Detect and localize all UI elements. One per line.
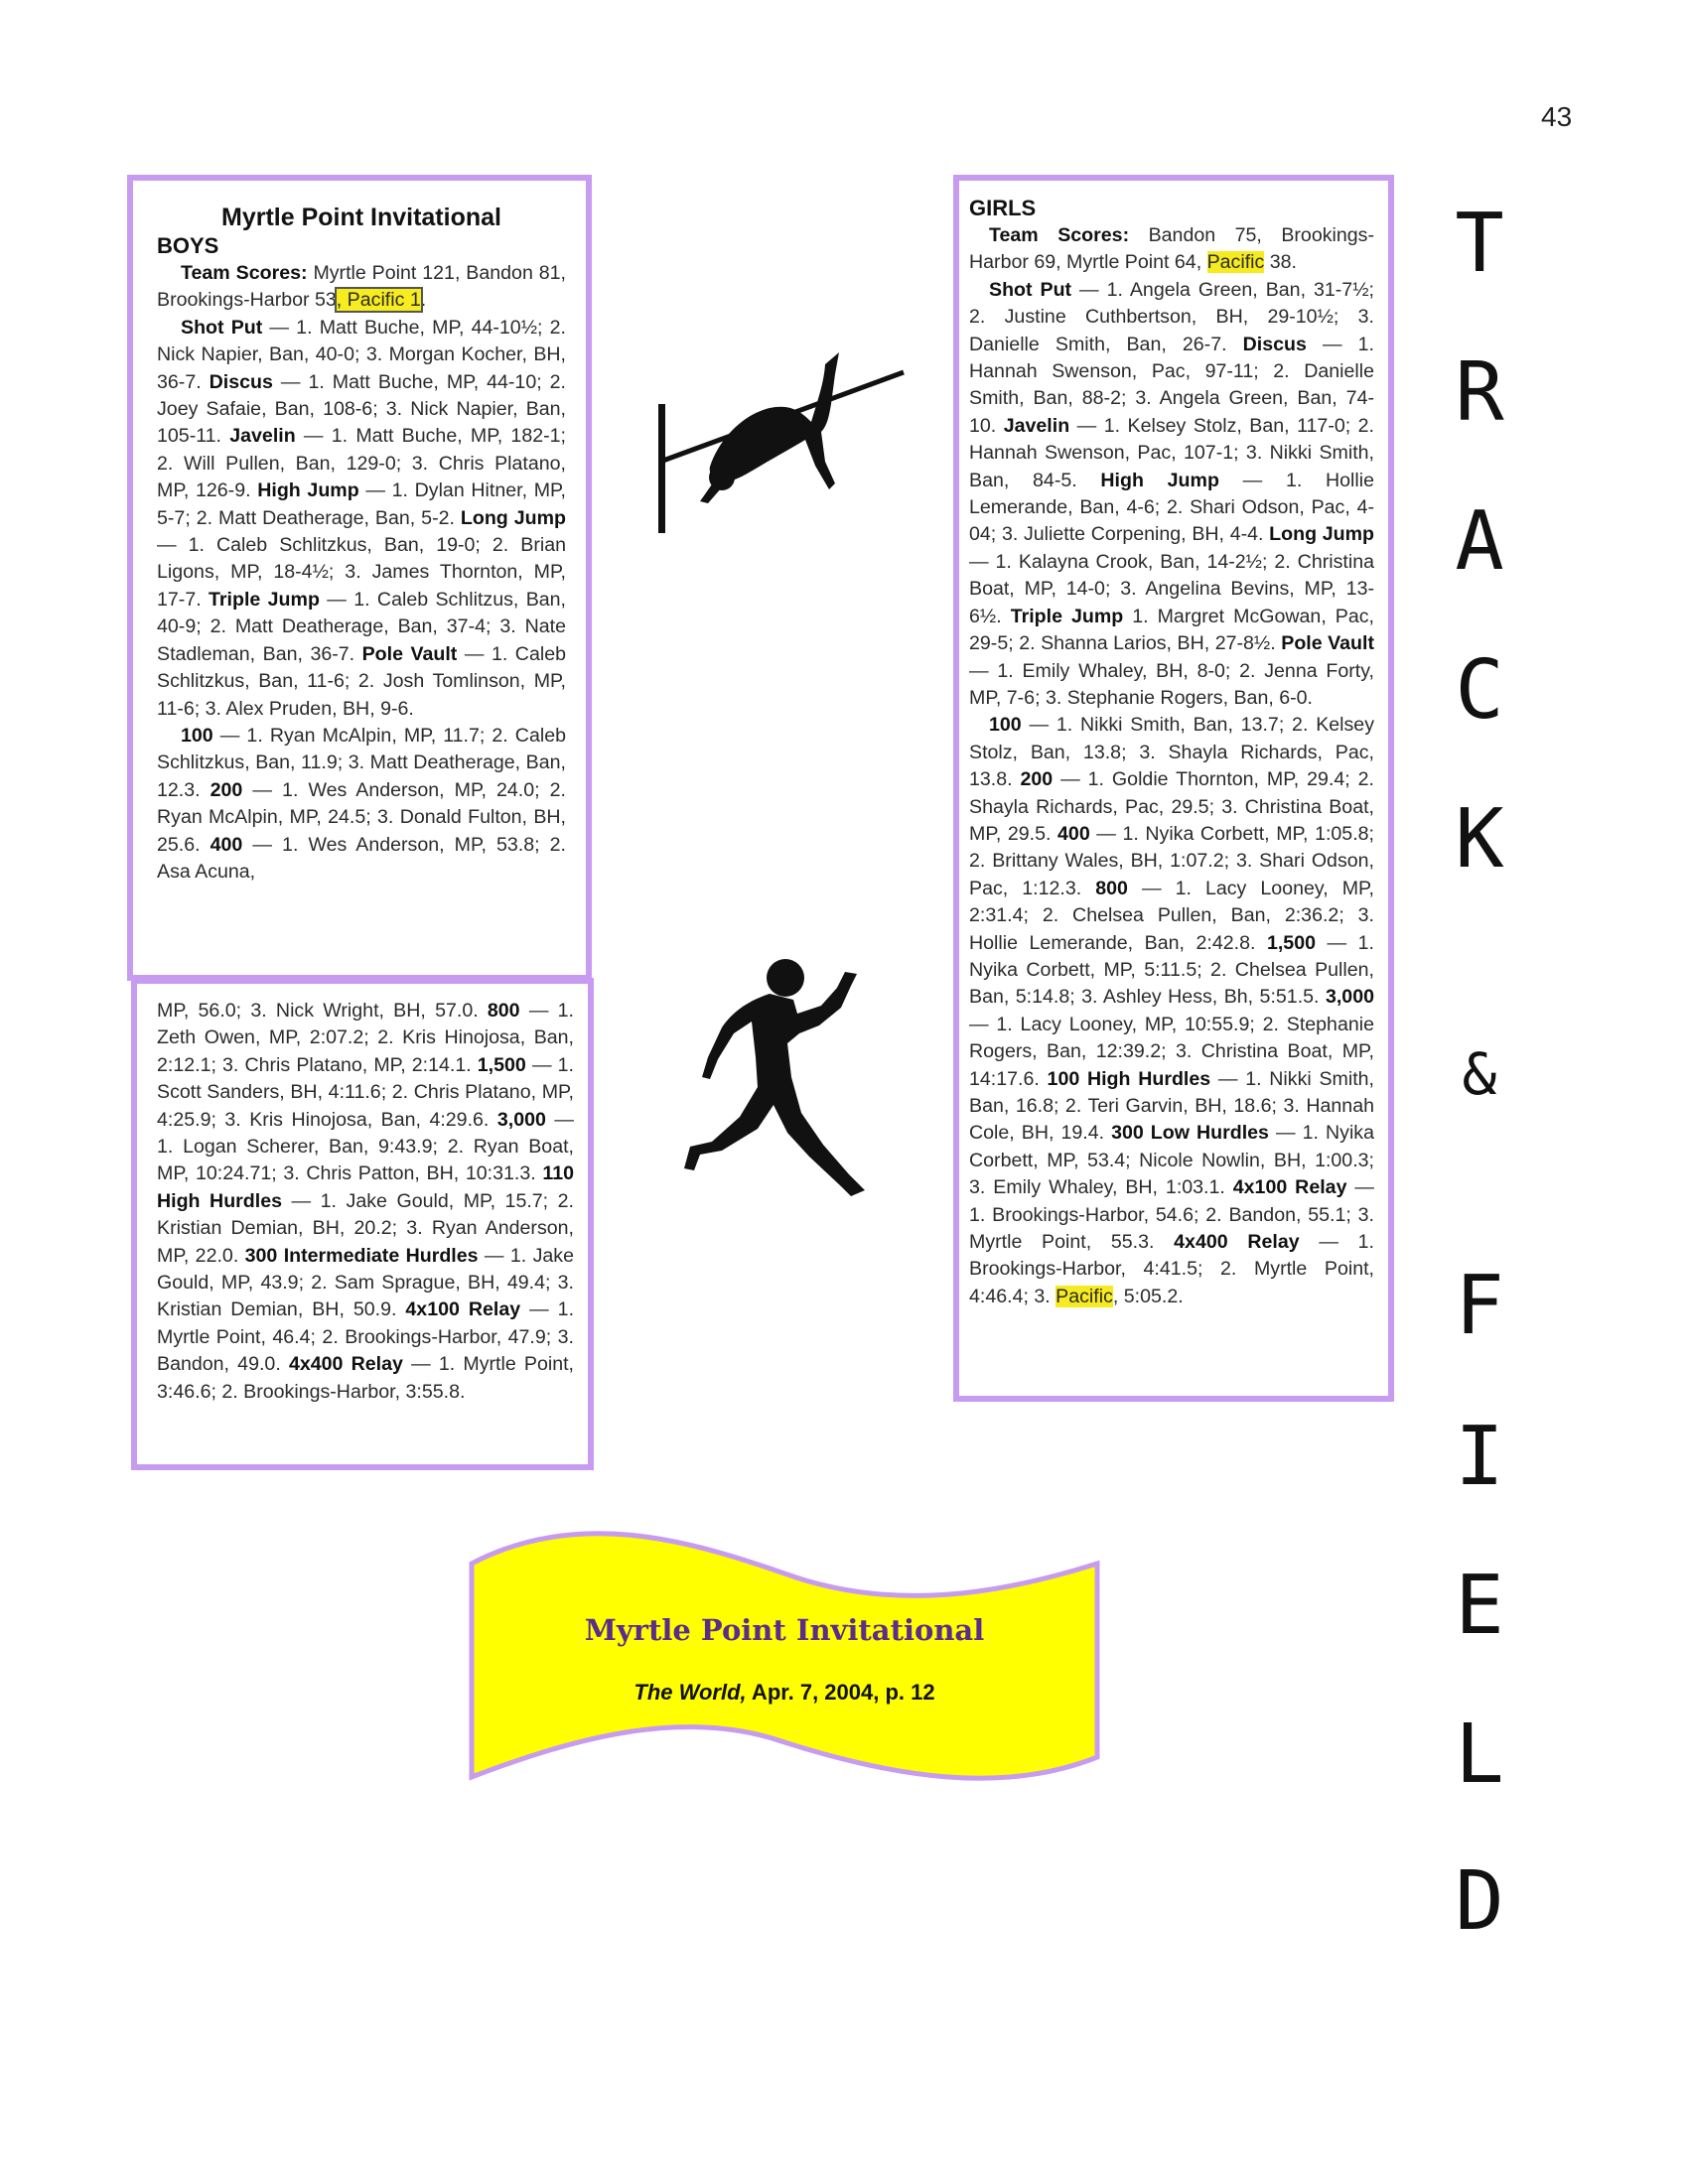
event-results: — 1. Nikki Smith, Ban, 16.8; 2. Teri Garvin, BH, 18.6; 3. Hannah Cole, BH, 19.4. [969,1067,1374,1145]
event-results: — 1. Matt Buche, MP, 182-1; 2. Will Pullen, Ban, 129-0; 3. Chris Platano, MP, 126-9. [157,425,566,502]
event-results: — 1. Zeth Owen, MP, 2:07.2; 2. Kris Hinojosa, Ban, 2:12.1; 3. Chris Platano, MP, 2:14.1. [157,1000,574,1076]
event-label: 4x100 Relay [1232,1176,1347,1199]
event-label: Long Jump [460,506,566,529]
event-results: — 1. Lacy Looney, MP, 10:55.9; 2. Stephanie Rogers, Ban, 12:39.2; 3. Christina Boat, MP, 14:17.6. [969,1013,1374,1090]
event-results: — 1. Goldie Thornton, MP, 29.4; 2. Shayla Richards, Pac, 29.5; 3. Christina Boat, MP, 29.5. [969,768,1375,845]
source-publication: The World, [633,1680,747,1705]
event-results: — 1. Nyika Corbett, MP, 5:11.5; 2. Chelsea Pullen, Ban, 5:14.8; 3. Ashley Hess, Bh, 5:51.5. [969,931,1375,1009]
event-results: — 1. Matt Buche, MP, 44-10½; 2. Nick Napier, Ban, 40-0; 3. Morgan Kocher, BH, 36-7. [157,316,566,393]
event-results: — 1. Myrtle Point, 3:46.6; 2. Brookings-Harbor, 3:55.8. [157,1353,575,1403]
event-results: — 1. Nyika Corbett, MP, 1:05.8; 2. Brittany Wales, BH, 1:07.2; 3. Shari Odson, Pac, 1:12.3. [969,822,1374,899]
side-letter: T [1455,197,1504,291]
event-label: Discus [209,370,273,393]
event-results: — 1. Brookings-Harbor, 54.6; 2. Bandon, 55.1; 3. Myrtle Point, 55.3. [969,1176,1374,1254]
girls-results-clipping [953,175,1394,1402]
event-label: 100 High Hurdles [1047,1067,1211,1090]
event-label: 800 [487,1000,520,1022]
pacific-highlight: Pacific [1055,1285,1113,1307]
event-results: — 1. Matt Buche, MP, 44-10; 2. Joey Safaie, Ban, 108-6; 3. Nick Napier, Ban, 105-11. [157,370,566,448]
event-results: — 1. Nikki Smith, Ban, 13.7; 2. Kelsey Stolz, Ban, 13.8; 3. Shayla Richards, Pac, 13.8. [969,714,1374,791]
event-label: Javelin [1003,414,1070,437]
event-results: — 1. Kalayna Crook, Ban, 14-2½; 2. Christina Boat, MP, 14-0; 3. Angelina Bevins, MP, 13-6½. [969,550,1374,627]
event-results: — 1. Dylan Hitner, MP, 5-7; 2. Matt Deatherage, Ban, 5-2. [157,479,567,529]
clipping-heading: Myrtle Point Invitational [221,204,501,231]
side-letter: R [1455,345,1504,440]
event-results: — 1. Brookings-Harbor, 4:41.5; 2. Myrtle Point, 4:46.4; 3. [969,1231,1374,1307]
event-results: — 1. Nyika Corbett, MP, 53.4; Nicole Nowlin, BH, 1:00.3; 3. Emily Whaley, BH, 1:03.1. [969,1122,1374,1199]
side-letter: K [1455,792,1504,887]
team-scores-end: 38. [1264,251,1297,274]
runner-silhouette-icon [660,948,899,1216]
event-results: — 1. Lacy Looney, MP, 2:31.4; 2. Chelsea Pullen, Ban, 2:36.2; 3. Hollie Lemerande, Ban, 2:42.8. [969,877,1374,954]
team-scores-text: Bandon 75, Brookings-Harbor 69, Myrtle Point 64, [969,224,1374,274]
side-letter: F [1455,1259,1504,1353]
team-scores-label: Team Scores: [989,224,1130,246]
event-results: — 1. Emily Whaley, BH, 8-0; 2. Jenna Forty, MP, 7-6; 3. Stephanie Rogers, Ban, 6-0. [969,659,1374,709]
event-results: — 1. Caleb Schlitzkus, Ban, 19-0; 2. Brian Ligons, MP, 18-4½; 3. James Thornton, MP, 17-7. [157,534,566,611]
event-label: Triple Jump [1010,605,1124,627]
boys-results-continued-clipping [131,978,594,1470]
caption-banner [467,1529,1102,1787]
event-label: 800 [1095,877,1128,899]
boys-results-text [157,203,566,886]
event-label: Long Jump [1269,523,1375,546]
pacific-highlight: , Pacific 1 [336,289,421,312]
event-results: — 1. Hollie Lemerande, Ban, 4-6; 2. Shari Odson, Pac, 4-04; 3. Juliette Corpening, BH, 4-4. [969,469,1375,546]
event-label: 100 [181,724,213,747]
event-results: — 1. Jake Gould, MP, 15.7; 2. Kristian Demian, BH, 20.2; 3. Ryan Anderson, MP, 22.0. [157,1189,574,1267]
girls-section-label: GIRLS [969,196,1037,220]
event-results: — 1. Caleb Schlitzus, Ban, 40-9; 2. Matt Deatherage, Ban, 37-4; 3. Nate Stadleman, Ban, 36-7. [157,588,567,665]
event-label: Pole Vault [1281,632,1374,655]
event-label: 1,500 [1266,931,1316,954]
event-results: — 1. Wes Anderson, MP, 53.8; 2. Asa Acuna, [157,833,566,883]
event-label: 400 [210,833,243,856]
event-results: 1. Margret McGowan, Pac, 29-5; 2. Shanna Larios, BH, 27-8½. [969,605,1374,655]
boys-results-continued-text [157,998,574,1406]
event-label: High Jump [257,479,359,502]
event-label: 100 [989,714,1022,737]
side-letter: A [1455,494,1504,589]
event-label: Pole Vault [361,642,458,665]
boys-results-clipping [127,175,592,981]
event-results: — 1. Angela Green, Ban, 31-7½; 2. Justine Cuthbertson, BH, 29-10½; 3. Danielle Smith, Ban, 26-7. [969,278,1374,355]
event-label: 200 [210,778,243,801]
event-results: , 5:05.2. [1112,1285,1184,1307]
source-date: Apr. 7, 2004, p. 12 [746,1680,935,1705]
event-results: — 1. Ryan McAlpin, MP, 11.7; 2. Caleb Schlitzkus, Ban, 11.9; 3. Matt Deatherage, Ban, 12.3. [157,724,566,801]
side-letter: I [1455,1410,1504,1504]
team-scores-end: . [420,289,427,312]
side-letter: E [1455,1559,1504,1653]
event-label: Shot Put [989,278,1072,301]
team-scores-text: Myrtle Point 121, Bandon 81, Brookings-Harbor 53 [157,262,566,312]
event-label: 400 [1057,822,1090,845]
event-results: — 1. Hannah Swenson, Pac, 97-11; 2. Danielle Smith, Ban, 88-2; 3. Angela Green, Ban, 74-10. [969,333,1374,437]
caption-source [467,1680,1102,1706]
side-letter: & [1462,1040,1497,1108]
girls-results-text [969,195,1374,1310]
event-label: 4x400 Relay [288,1353,403,1376]
event-label: 300 Low Hurdles [1111,1122,1269,1145]
event-results: — 1. Myrtle Point, 46.4; 2. Brookings-Harbor, 47.9; 3. Bandon, 49.0. [157,1298,575,1376]
event-label: 3,000 [1325,986,1374,1009]
event-label: Discus [1242,333,1307,355]
caption-title: Myrtle Point Invitational [584,1613,985,1647]
pacific-highlight: Pacific [1206,251,1265,274]
page-number: 43 [1541,101,1573,132]
event-results: — 1. Jake Gould, MP, 43.9; 2. Sam Sprague, BH, 49.4; 3. Kristian Demian, BH, 50.9. [157,1244,574,1321]
event-results: — 1. Scott Sanders, BH, 4:11.6; 2. Chris Platano, MP, 4:25.9; 3. Kris Hinojosa, Ban, 4:29.6. [157,1053,574,1131]
event-label: 4x100 Relay [405,1298,521,1321]
event-label: 1,500 [477,1053,526,1076]
side-letter: D [1455,1854,1504,1949]
event-results: — 1. Caleb Schlitzkus, Ban, 11-6; 2. Josh Tomlinson, MP, 11-6; 3. Alex Pruden, BH, 9-6. [157,642,566,720]
high-jumper-silhouette-icon [650,342,909,541]
boys-section-label: BOYS [157,233,219,258]
event-label: Triple Jump [209,588,320,611]
event-label: Shot Put [181,316,263,339]
event-results: — 1. Kelsey Stolz, Ban, 117-0; 2. Hannah Swenson, Pac, 107-1; 3. Nikki Smith, Ban, 84-5. [969,414,1374,491]
event-label: 110 High Hurdles [157,1162,574,1212]
team-scores-label: Team Scores: [181,262,308,284]
event-label: 3,000 [496,1108,546,1131]
event-results: MP, 56.0; 3. Nick Wright, BH, 57.0. [157,1000,488,1022]
event-label: Javelin [229,425,296,448]
event-label: 200 [1020,768,1054,791]
event-results: — 1. Wes Anderson, MP, 24.0; 2. Ryan McAlpin, MP, 24.5; 3. Donald Fulton, BH, 25.6. [157,778,566,856]
side-letter: C [1455,643,1504,738]
side-letter: L [1455,1707,1504,1802]
event-label: High Jump [1100,469,1219,491]
event-results: — 1. Logan Scherer, Ban, 9:43.9; 2. Ryan Boat, MP, 10:24.71; 3. Chris Patton, BH, 10:31.3. [157,1108,574,1185]
event-label: 4x400 Relay [1174,1231,1300,1254]
event-label: 300 Intermediate Hurdles [244,1244,479,1267]
